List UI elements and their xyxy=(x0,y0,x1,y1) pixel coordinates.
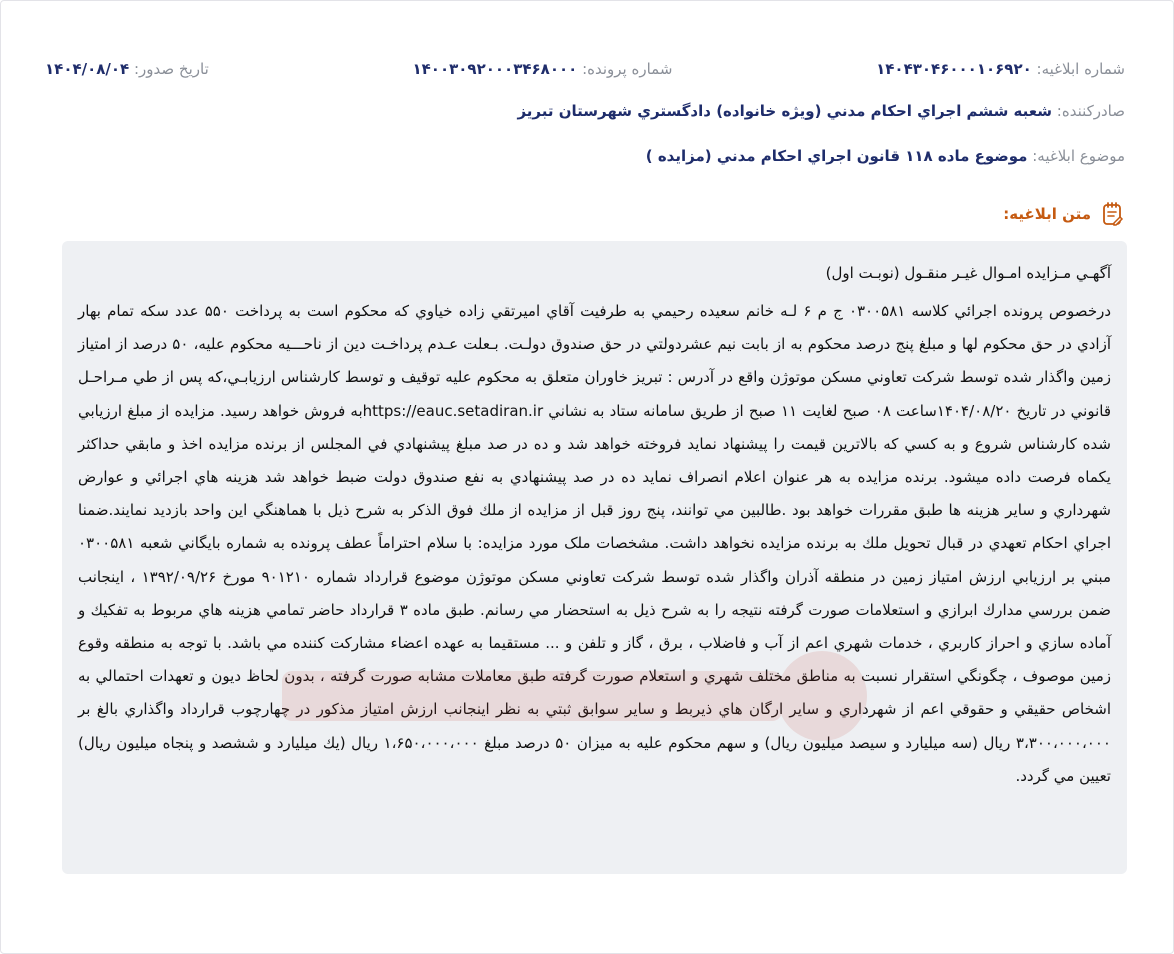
subject-value: موضوع ماده ۱۱۸ قانون اجراي احكام مدني (مزايده ) xyxy=(645,147,1028,165)
issue-date-label: تاریخ صدور: xyxy=(134,60,209,78)
issue-date-value: ۱۴۰۴/۰۸/۰۴ xyxy=(45,60,130,78)
section-title-text: متن ابلاغیه: xyxy=(1003,205,1091,223)
notice-text-section-title xyxy=(1003,201,1125,227)
case-number-label: شماره پرونده: xyxy=(582,60,673,78)
issuer-value: شعبه ششم اجراي احكام مدني (ويژه خانواده) دادگستري شهرستان تبريز xyxy=(517,102,1052,120)
issuer-label: صادرکننده: xyxy=(1056,102,1125,120)
subject-label: موضوع ابلاغیه: xyxy=(1032,147,1125,165)
notice-number-value: ۱۴۰۴۳۰۴۶۰۰۰۱۰۶۹۲۰ xyxy=(876,60,1032,78)
notice-heading: آگهـي مـزايده امـوال غيـر منقـول (نوبـت اول) xyxy=(825,264,1111,282)
notice-number-label: شماره ابلاغیه: xyxy=(1036,60,1125,78)
issue-date xyxy=(45,57,209,81)
notice-paragraph: درخصوص پرونده اجرائي كلاسه ۰۳۰۰۵۸۱ ج م ۶ لـه خانم سعيده رحيمي به طرفيت آقاي اميرتقي زاده خياوي كه محكوم است به پرداخت ۵۵۰ عدد سكه تمام بهار آزادي در حق محكوم لها و مبلغ پنج درصد محكوم به از بابت نيم عشردولتي در حق صندوق دولـت. بـعلت عـدم پرداخـت دين از ناحـــيه محكوم عليه، ۵۰ درصد از امتياز زمين واگذار شده توسط شركت تعاوني مسكن موتوژن واقع در آدرس : تبريز خاوران متعلق به محكوم عليه توقيف و توسط كارشناس ارزيابـي،كه پس از طي مـراحـل قانوني در تاريخ ۱۴۰۴/۰۸/۲۰ساعت ۰۸ صبح لغايت ۱۱ صبح از طريق سامانه ستاد به نشاني https://eauc.setadiran.irبه فروش خواهد رسيد. مزايده از مبلغ ارزيابي شده كارشناس شروع و به كسي كه بالاترين قيمت را پيشنهاد نمايد فروخته خواهد شد و ده در صد مبلغ پيشنهادي في المجلس از برنده مزايده اخذ و مابقي حداكثر يكماه فرصت داده ميشود. برنده مزايده به هر عنوان اعلام انصراف نمايد ده در صد پيشنهادي به نفع صندوق دولت ضبط خواهد شد هزينه هاي اجرائي و عوارض شهرداري و ساير هزينه ها طبق مقررات خواهد بود .طالبين مي توانند، پنج روز قبل از مزايده از ملك فوق الذكر به شرح ذيل با هماهنگي اين واحد بازديد نمايند.ضمنا اجراي احكام تعهدي در قبال تحويل ملك به برنده مزايده نخواهد داشت. مشخصات ملک مورد مزايده: با سلام احتراماً عطف پرونده به شماره بايگاني شعبه ۰۳۰۰۵۸۱ مبني بر ارزيابي ارزش امتياز زمين در منطقه آذران واگذار شده توسط شركت تعاوني مسكن موتوژن موضوع قرارداد شماره ۹۰۱۲۱۰ مورخ ۱۳۹۲/۰۹/۲۶ ، اينجانب ضمن بررسي مدارك ابرازي و استعلامات صورت گرفته نتيجه را به شرح ذيل به استحضار مي رسانم. طبق ماده ۳ قرارداد حاضر تمامي هزينه هاي مربوط به تفكيك و آماده سازي و احراز كاربري ، خدمات شهري اعم از آب و فاضلاب ، برق ، گاز و تلفن و ... مستقيما به عهده اعضاء مشاركت كننده مي باشد. با توجه به منطقه وقوع زمين موصوف ، چگونگي استقرار نسبت به مناطق مختلف شهري و استعلام صورت گرفته طبق معاملات مشابه صورت گرفته ، بدون لحاظ ديون و تعهدات احتمالي به اشخاص حقيقي و حقوقي اعم از شهرداري و ساير ارگان هاي ذيربط و ساير سوابق ثبتي به نظر اينجانب ارزش امتياز مذكور در چهارچوب قرارداد واگذاري بالغ بر ۳،۳۰۰،۰۰۰،۰۰۰ ريال (سه ميليارد و سيصد ميليون ريال) و سهم محكوم عليه به ميزان ۵۰ درصد مبلغ ۱،۶۵۰،۰۰۰،۰۰۰ ريال (يك ميليارد و ششصد و پنجاه ميليون ريال) تعيين مي گردد. xyxy=(78,302,1112,785)
subject-row xyxy=(646,144,1125,168)
issuer-row xyxy=(517,99,1125,123)
notice-number xyxy=(876,57,1125,81)
notebook-icon xyxy=(1099,201,1125,227)
case-number-value: ۱۴۰۰۳۰۹۲۰۰۰۳۴۶۸۰۰۰ xyxy=(412,60,578,78)
case-number xyxy=(412,57,672,81)
notice-body-box xyxy=(62,241,1127,874)
meta-top-row xyxy=(45,57,1125,81)
